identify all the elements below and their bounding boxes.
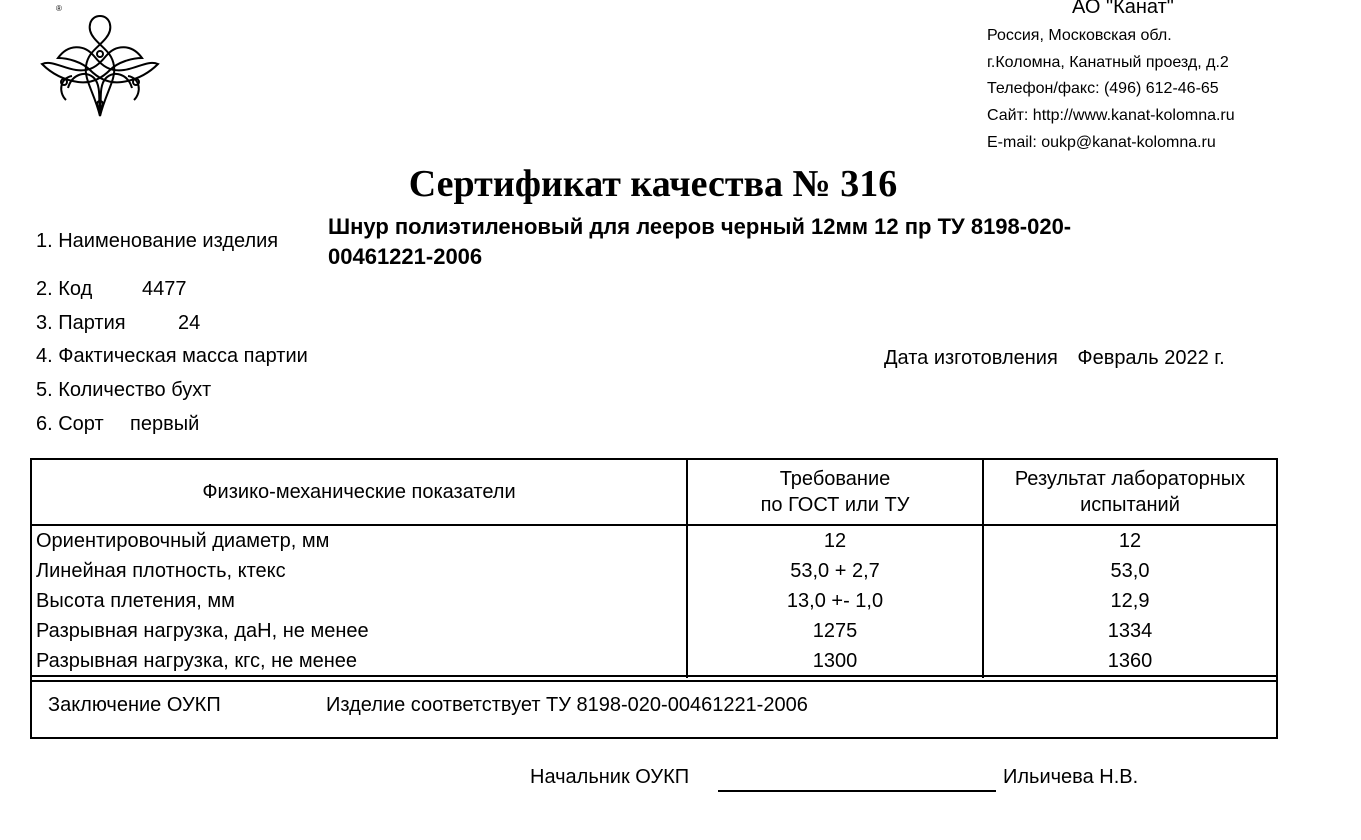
header-indicator: Физико-механические показатели [32, 460, 688, 524]
row-requirement: 13,0 +- 1,0 [688, 586, 984, 616]
conclusion-label: Заключение ОУКП [48, 694, 221, 716]
batch-label: 3. Партия [36, 312, 126, 334]
row-result: 12,9 [1110, 590, 1150, 612]
company-address-line1: Россия, Московская обл. [987, 27, 1172, 44]
row-indicator: Высота плетения, мм [32, 586, 688, 616]
row-indicator: Разрывная нагрузка, кгс, не менее [32, 646, 688, 678]
spec-table [30, 458, 1278, 682]
date-label: Дата изготовления [884, 347, 1058, 369]
table-row [32, 586, 1276, 616]
company-site: Сайт: http://www.kanat-kolomna.ru [987, 107, 1235, 124]
company-phone: Телефон/факс: (496) 612-46-65 [987, 80, 1219, 97]
conclusion-text: Изделие соответствует ТУ 8198-020-00461221-2006 [326, 694, 808, 716]
company-name: АО "Канат" [1072, 0, 1174, 18]
code-field [36, 278, 187, 301]
company-address-line2: г.Коломна, Канатный проезд, д.2 [987, 54, 1229, 71]
row-result: 12 [1118, 530, 1142, 552]
row-requirement: 1300 [688, 646, 984, 678]
grade-field [36, 413, 200, 436]
header-result [984, 460, 1276, 524]
row-indicator: Линейная плотность, ктекс [32, 556, 688, 586]
row-requirement: 1275 [688, 616, 984, 646]
row-result: 53,0 [1110, 560, 1150, 582]
signature-line [718, 790, 996, 792]
product-name-value: Шнур полиэтиленовый для лееров черный 12мм 12 пр ТУ 8198-020-00461221-2006 [328, 214, 1072, 269]
signature-name: Ильичева Н.В. [1003, 766, 1139, 788]
header-requirement [688, 460, 984, 524]
code-value: 4477 [142, 278, 187, 300]
row-result: 1360 [1107, 650, 1153, 672]
mass-label: 4. Фактическая масса партии [36, 345, 308, 367]
batch-value: 24 [178, 312, 201, 334]
header-requirement-line1: Требование [779, 468, 891, 490]
grade-label: 6. Сорт [36, 413, 104, 435]
conclusion-box [30, 675, 1278, 739]
header-result-line1: Результат лабораторных [1014, 468, 1246, 490]
header-requirement-line2: по ГОСТ или ТУ [760, 494, 910, 516]
knot-logo-icon [38, 8, 162, 124]
date-value: Февраль 2022 г. [1077, 347, 1225, 369]
table-row [32, 556, 1276, 586]
manufacture-date [884, 347, 1225, 370]
row-indicator: Ориентировочный диаметр, мм [32, 526, 688, 556]
grade-value: первый [130, 413, 200, 435]
coils-label: 5. Количество бухт [36, 379, 212, 401]
company-email: E-mail: oukp@kanat-kolomna.ru [987, 134, 1216, 151]
code-label: 2. Код [36, 278, 93, 300]
row-requirement: 53,0 + 2,7 [688, 556, 984, 586]
row-requirement: 12 [688, 526, 984, 556]
certificate-title: Сертификат качества № 316 [408, 163, 898, 205]
row-result: 1334 [1107, 620, 1153, 642]
table-row [32, 616, 1276, 646]
batch-field [36, 312, 201, 335]
product-name-label: 1. Наименование изделия [36, 230, 279, 252]
table-header [32, 460, 1276, 526]
row-indicator: Разрывная нагрузка, даН, не менее [32, 616, 688, 646]
header-result-line2: испытаний [1080, 494, 1180, 516]
signature-label: Начальник ОУКП [530, 766, 690, 788]
registered-mark: ® [56, 4, 62, 13]
table-row [32, 526, 1276, 556]
company-logo [38, 4, 162, 124]
